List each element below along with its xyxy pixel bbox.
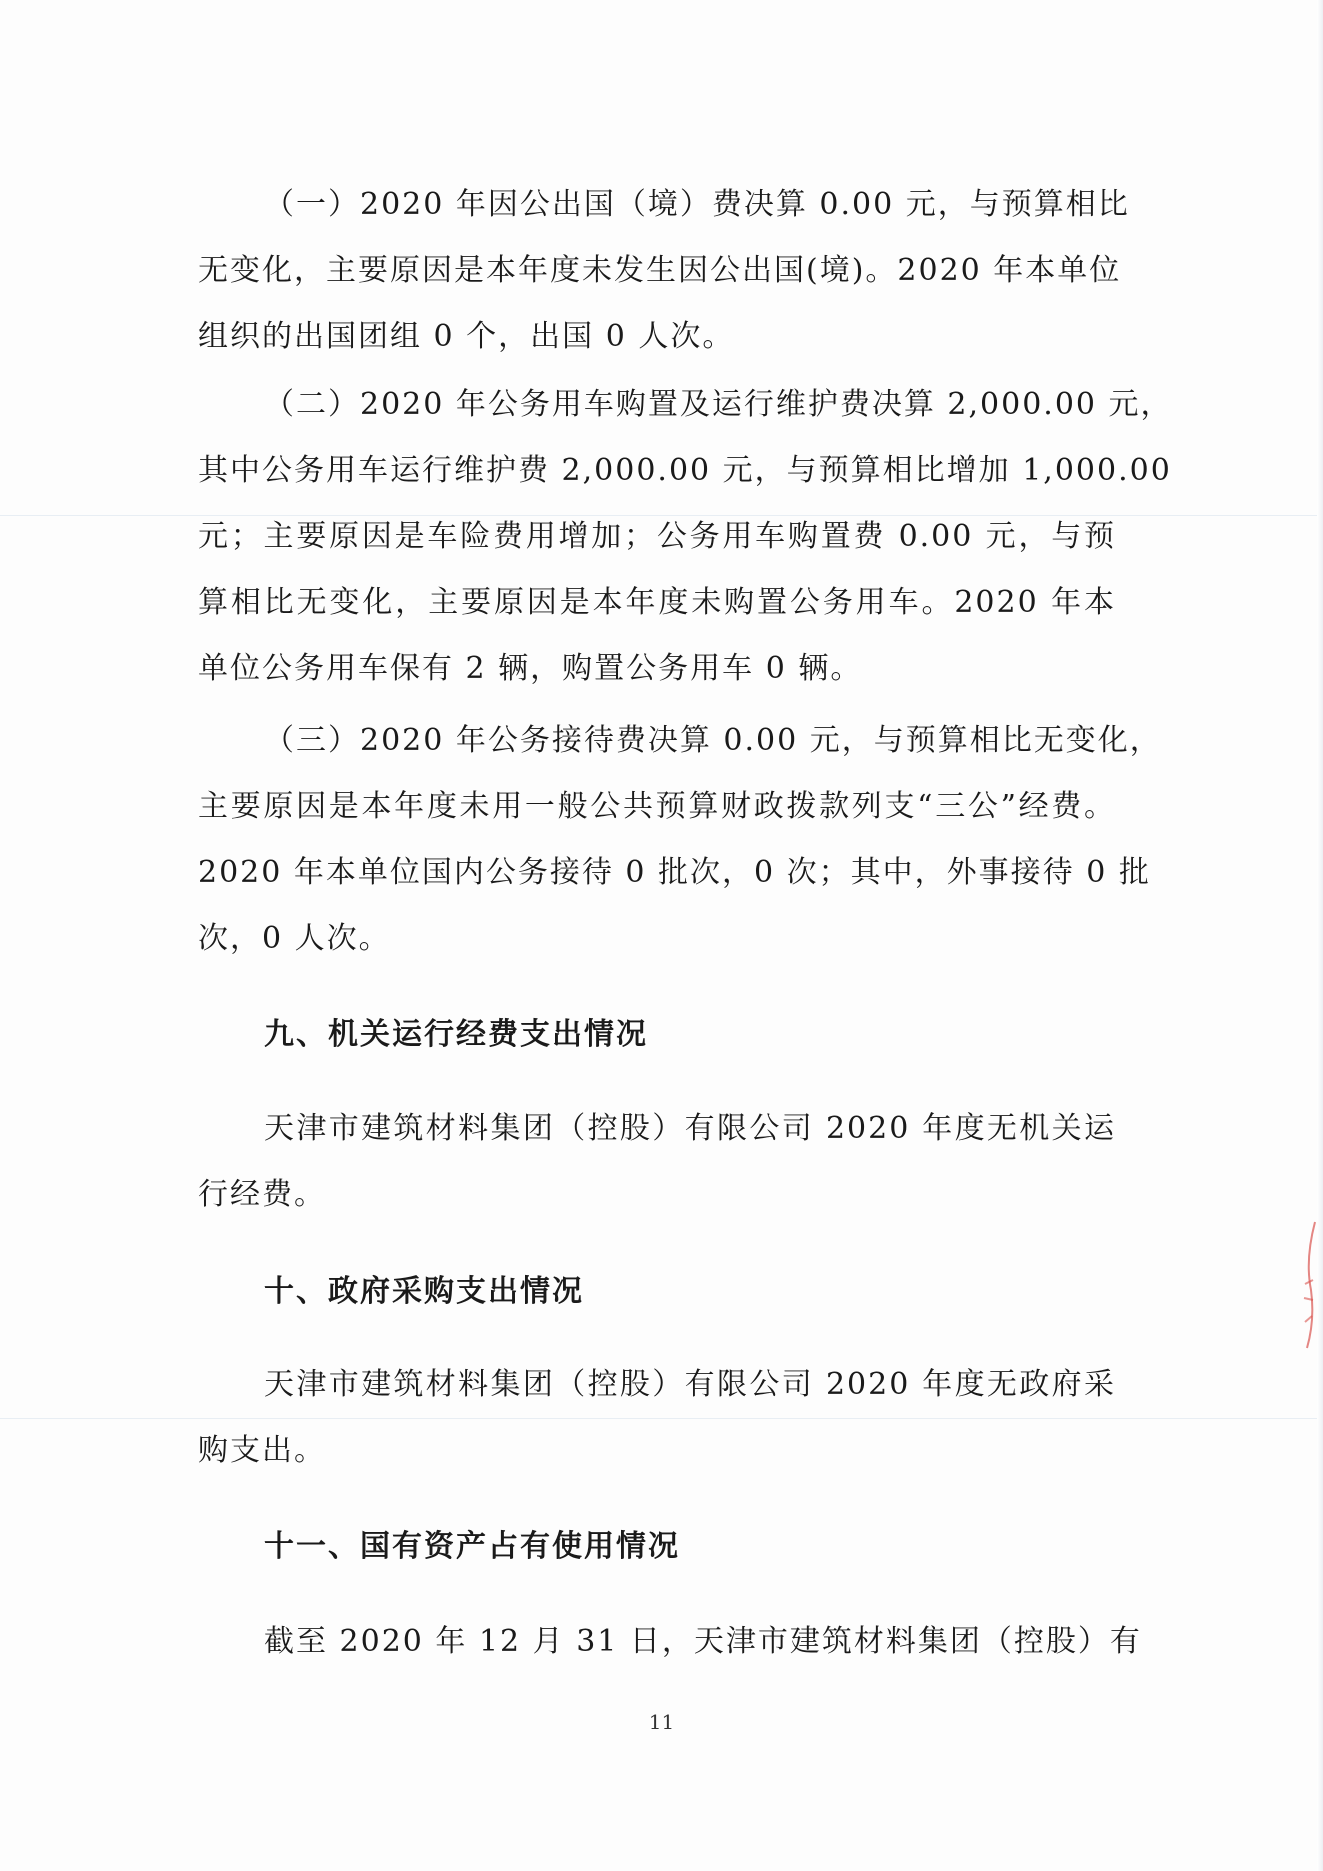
paragraph-line: （三）2020 年公务接待费决算 0.00 元，与预算相比无变化，: [264, 723, 1162, 758]
paragraph-line: （二）2020 年公务用车购置及运行维护费决算 2,000.00 元，: [264, 387, 1173, 422]
section-heading-10: 十、政府采购支出情况: [264, 1274, 584, 1309]
paragraph-line: 主要原因是本年度未用一般公共预算财政拨款列支“三公”经费。: [198, 789, 1116, 824]
paragraph-official-vehicles: [198, 372, 1173, 702]
paragraph-line: 购支出。: [198, 1433, 326, 1468]
paragraph-line: 元；主要原因是车险费用增加；公务用车购置费 0.00 元，与预: [198, 519, 1116, 554]
page-edge-shadow: [1317, 0, 1323, 1871]
paragraph-line: 行经费。: [198, 1177, 326, 1212]
paragraph-line: （一）2020 年因公出国（境）费决算 0.00 元，与预算相比: [264, 187, 1130, 222]
paragraph-line: 组织的出国团组 0 个，出国 0 人次。: [198, 319, 735, 354]
paragraph-official-reception: [198, 708, 1162, 972]
paragraph-overseas-travel: [198, 172, 1130, 370]
paragraph-line: 算相比无变化，主要原因是本年度未购置公务用车。2020 年本: [198, 585, 1116, 620]
paragraph-line: 天津市建筑材料集团（控股）有限公司 2020 年度无政府采: [264, 1367, 1116, 1402]
paragraph-line: 次，0 人次。: [198, 921, 391, 956]
section-heading-11: 十一、国有资产占有使用情况: [264, 1529, 680, 1564]
section-body-9: [198, 1096, 1116, 1228]
section-body-11: [198, 1609, 1142, 1675]
paragraph-line: 无变化，主要原因是本年度未发生因公出国(境)。2020 年本单位: [198, 253, 1122, 288]
paragraph-line: 2020 年本单位国内公务接待 0 批次，0 次；其中，外事接待 0 批: [198, 855, 1151, 890]
paragraph-line: 单位公务用车保有 2 辆，购置公务用车 0 辆。: [198, 651, 863, 686]
paragraph-line: 其中公务用车运行维护费 2,000.00 元，与预算相比增加 1,000.00: [198, 453, 1172, 488]
paragraph-line: 天津市建筑材料集团（控股）有限公司 2020 年度无机关运: [264, 1111, 1116, 1146]
page-number: 11: [648, 1710, 675, 1734]
seal-stamp-fragment-icon: [1299, 1220, 1317, 1350]
paragraph-line: 截至 2020 年 12 月 31 日，天津市建筑材料集团（控股）有: [264, 1624, 1142, 1659]
section-body-10: [198, 1352, 1116, 1484]
section-heading-9: 九、机关运行经费支出情况: [264, 1017, 648, 1052]
